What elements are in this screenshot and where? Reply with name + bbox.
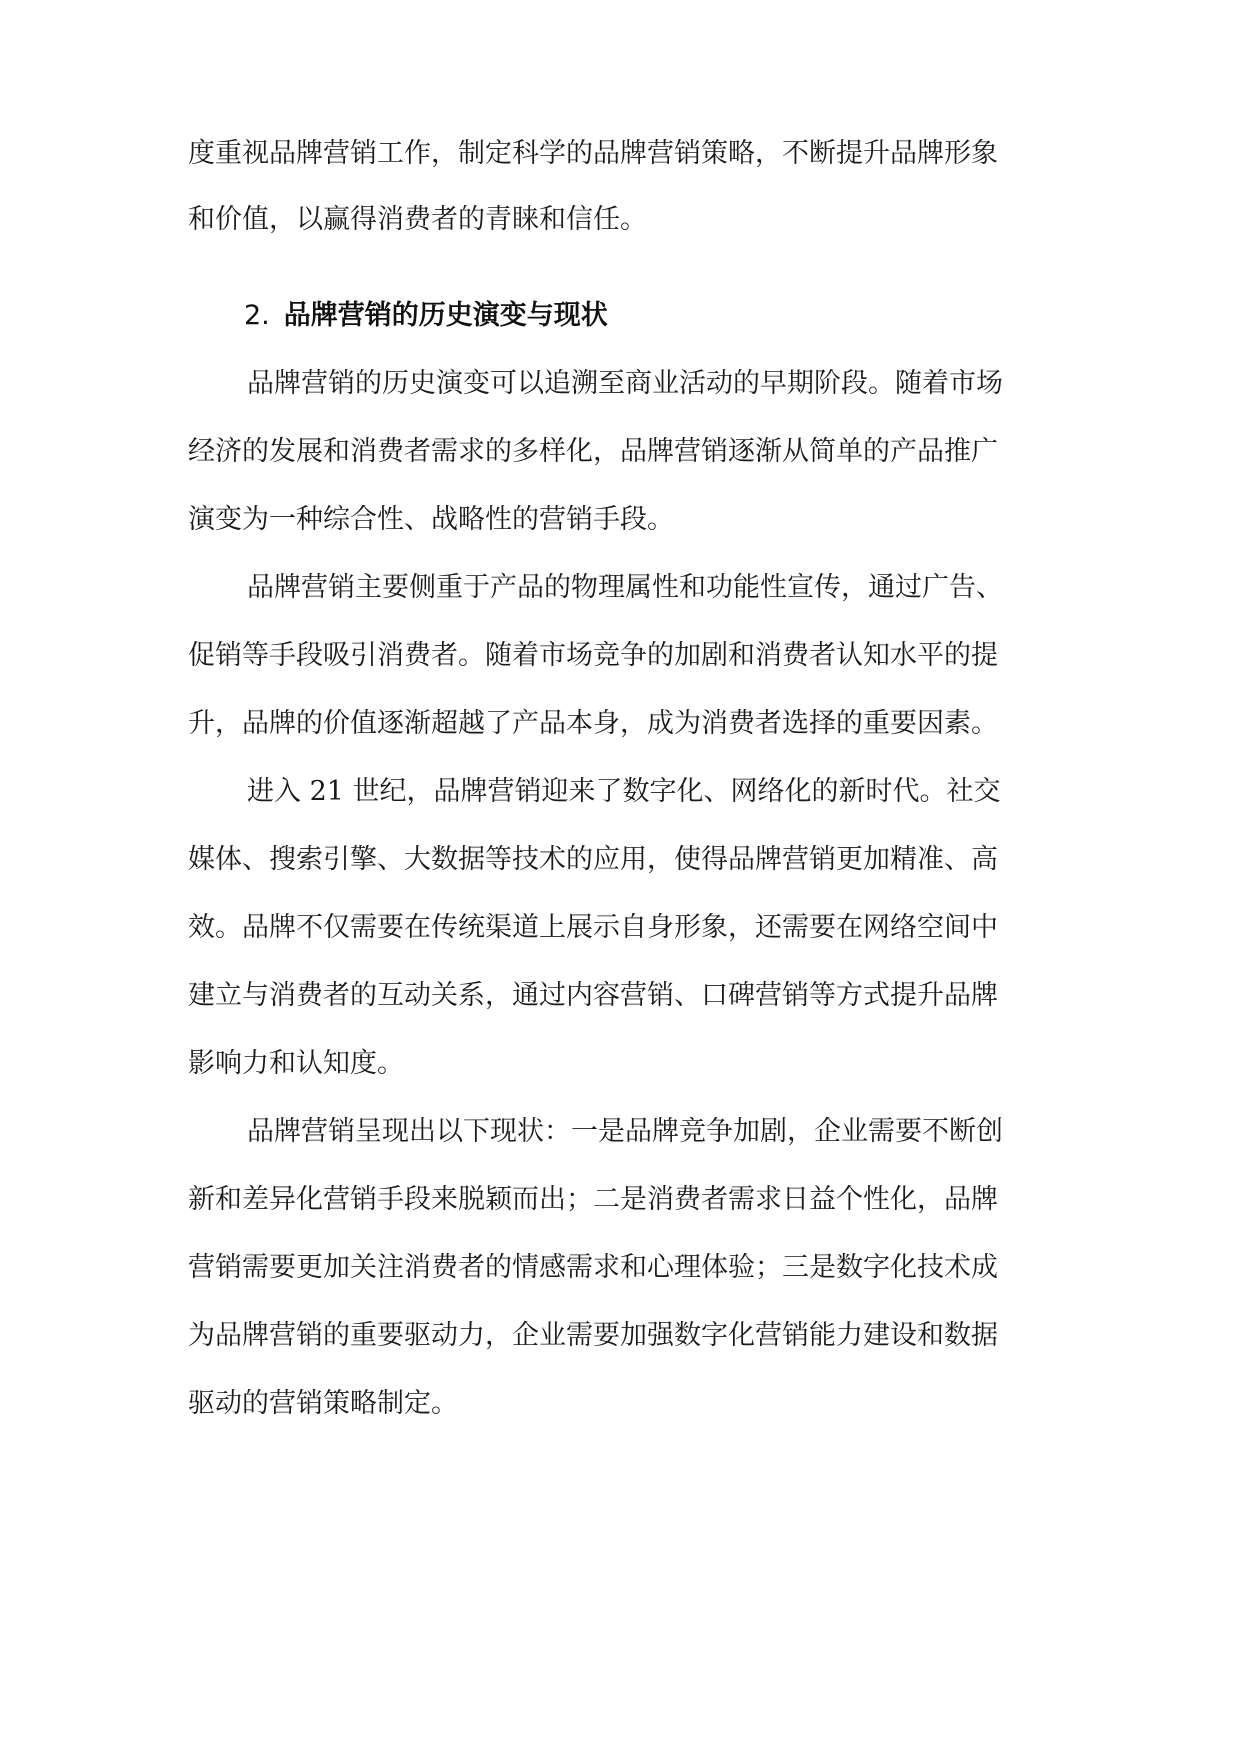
- intro-line-1: 度重视品牌营销工作，制定科学的品牌营销策略，不断提升品牌形象: [188, 138, 998, 169]
- paragraph-4-line-2: 新和差异化营销手段来脱颖而出；二是消费者需求日益个性化，品牌: [188, 1184, 998, 1215]
- intro-line-2: 和价值，以赢得消费者的青睐和信任。: [188, 204, 647, 235]
- paragraph-4-line-1: 品牌营销呈现出以下现状：一是品牌竞争加剧，企业需要不断创: [247, 1116, 1003, 1147]
- paragraph-2-line-1: 品牌营销主要侧重于产品的物理属性和功能性宣传，通过广告、: [247, 572, 1003, 603]
- paragraph-3-line-1: 进入 21 世纪，品牌营销迎来了数字化、网络化的新时代。社交: [247, 776, 1001, 807]
- paragraph-2-line-3: 升，品牌的价值逐渐超越了产品本身，成为消费者选择的重要因素。: [188, 708, 998, 739]
- section-title: 品牌营销的历史演变与现状: [283, 300, 608, 331]
- paragraph-1-line-2: 经济的发展和消费者需求的多样化，品牌营销逐渐从简单的产品推广: [188, 436, 998, 467]
- paragraph-2-line-2: 促销等手段吸引消费者。随着市场竞争的加剧和消费者认知水平的提: [188, 640, 998, 671]
- paragraph-4-line-4: 为品牌营销的重要驱动力，企业需要加强数字化营销能力建设和数据: [188, 1320, 998, 1351]
- paragraph-3-line-4: 建立与消费者的互动关系，通过内容营销、口碑营销等方式提升品牌: [188, 980, 998, 1011]
- paragraph-1-line-3: 演变为一种综合性、战略性的营销手段。: [188, 504, 674, 535]
- paragraph-1-line-1: 品牌营销的历史演变可以追溯至商业活动的早期阶段。随着市场: [247, 368, 1003, 399]
- paragraph-3-line-3: 效。品牌不仅需要在传统渠道上展示自身形象，还需要在网络空间中: [188, 912, 998, 943]
- paragraph-4-line-5: 驱动的营销策略制定。: [188, 1388, 458, 1419]
- section-number: 2.: [244, 300, 270, 331]
- section-heading: [244, 298, 608, 334]
- paragraph-3-line-2: 媒体、搜索引擎、大数据等技术的应用，使得品牌营销更加精准、高: [188, 844, 998, 875]
- paragraph-4-line-3: 营销需要更加关注消费者的情感需求和心理体验；三是数字化技术成: [188, 1252, 998, 1283]
- paragraph-3-line-5: 影响力和认知度。: [188, 1048, 404, 1079]
